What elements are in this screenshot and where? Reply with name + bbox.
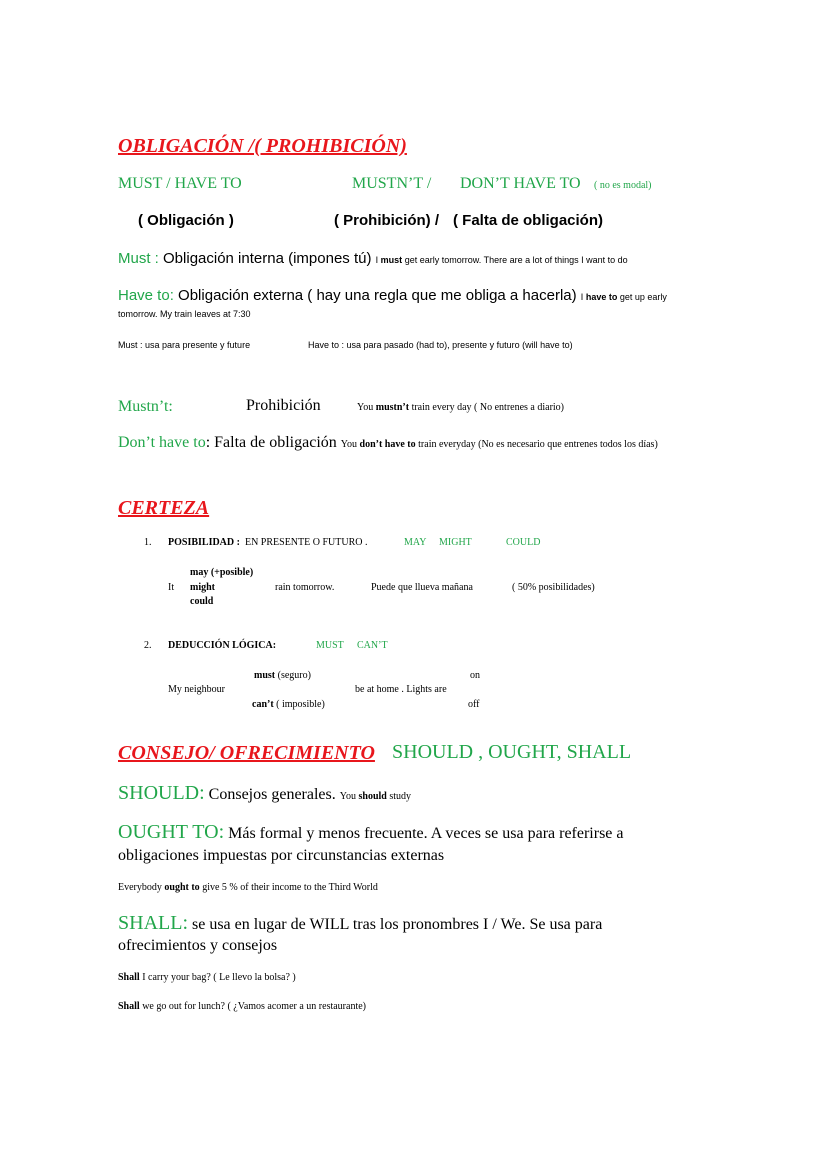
must-definition: Must : Obligación interna (impones tú) I must get early tomorrow. There are a lot of things I want to do: [118, 250, 628, 267]
item2-deduccion: DEDUCCIÓN LÓGICA:: [168, 640, 277, 651]
have-to-definition: Have to: Obligación externa ( hay una regla que me obliga a hacerla) I have to get up early: [118, 287, 667, 304]
dont-have-to-definition: Don’t have to: Falta de obligación You don’t have to train everyday (No es necesario que entrenes todos los días): [118, 434, 658, 451]
have-to-example: I have to get up early: [580, 292, 667, 302]
usage-have-to: Have to : usa para pasado (had to), presente y futuro (will have to): [308, 340, 573, 350]
should-example: You should study: [339, 791, 412, 802]
ex2-neighbour: My neighbour: [168, 684, 225, 695]
not-modal-note: ( no es modal): [594, 180, 652, 191]
ex2-cant: can’t ( imposible): [252, 699, 325, 710]
section-title-obligacion: OBLIGACIÓN /( PROHIBICIÓN): [118, 135, 407, 157]
section-title-consejo: CONSEJO/ OFRECIMIENTO: [118, 742, 375, 764]
modal-cant: CAN’T: [357, 640, 388, 651]
mustnt-example: You mustn’t train every day ( No entrenes a diario): [357, 402, 565, 413]
modal-might: MIGHT: [439, 537, 472, 548]
label-falta: ( Falta de obligación): [453, 212, 604, 229]
ex1-could: could: [190, 596, 214, 607]
item1-posibilidad: POSIBILIDAD : EN PRESENTE O FUTURO .: [168, 537, 368, 548]
shall-example-2: Shall we go out for lunch? ( ¿Vamos acomer a un restaurante): [118, 1001, 366, 1012]
item1-number: 1.: [144, 537, 152, 548]
ex1-may: may (+posible): [190, 567, 254, 578]
modal-may: MAY: [404, 537, 427, 548]
mustnt-key: Mustn’t:: [118, 398, 173, 415]
modal-mustnt: MUSTN’T /: [352, 175, 432, 192]
dont-have-to-example: You don’t have to train everyday (No es necesario que entrenes todos los días): [340, 439, 658, 450]
should-definition: SHOULD: Consejos generales. You should study: [118, 782, 412, 804]
label-prohibicion: ( Prohibición) /: [334, 212, 439, 229]
modal-must-have-to: MUST / HAVE TO: [118, 175, 242, 192]
ex2-off: off: [468, 699, 480, 710]
ex1-it: It: [168, 582, 175, 593]
ought-definition: OUGHT TO: Más formal y menos frecuente. A veces se usa para referirse a: [118, 821, 624, 843]
must-example: I must get early tomorrow. There are a lot of things I want to do: [375, 255, 628, 265]
shall-example-1: Shall I carry your bag? ( Le llevo la bolsa? ): [118, 972, 296, 983]
usage-must: Must : usa para presente y future: [118, 340, 251, 350]
ex1-translation: Puede que llueva mañana: [371, 582, 473, 593]
modal-dont-have-to: DON’T HAVE TO: [460, 175, 581, 192]
ought-example: Everybody ought to give 5 % of their income to the Third World: [118, 882, 378, 893]
ex2-home: be at home . Lights are: [355, 684, 447, 695]
ought-definition-line2: obligaciones impuestas por circunstancias externas: [118, 847, 445, 864]
have-to-example-line2: tomorrow. My train leaves at 7:30: [118, 309, 251, 319]
label-obligacion: ( Obligación ): [138, 212, 234, 229]
ex1-might: might: [190, 582, 215, 593]
item2-number: 2.: [144, 640, 152, 651]
modal-could: COULD: [506, 537, 541, 548]
shall-definition-line2: ofrecimientos y consejos: [118, 937, 278, 954]
mustnt-desc: Prohibición: [246, 397, 321, 414]
modals-should-ought-shall: SHOULD , OUGHT, SHALL: [392, 741, 632, 763]
shall-definition: SHALL: se usa en lugar de WILL tras los pronombres I / We. Se usa para: [118, 912, 603, 934]
ex1-percent: ( 50% posibilidades): [512, 582, 595, 593]
section-title-certeza: CERTEZA: [118, 497, 210, 519]
ex1-rain: rain tomorrow.: [275, 582, 335, 593]
modal-must-deduction: MUST: [316, 640, 344, 651]
ex2-must: must (seguro): [254, 670, 311, 681]
ex2-on: on: [470, 670, 480, 681]
